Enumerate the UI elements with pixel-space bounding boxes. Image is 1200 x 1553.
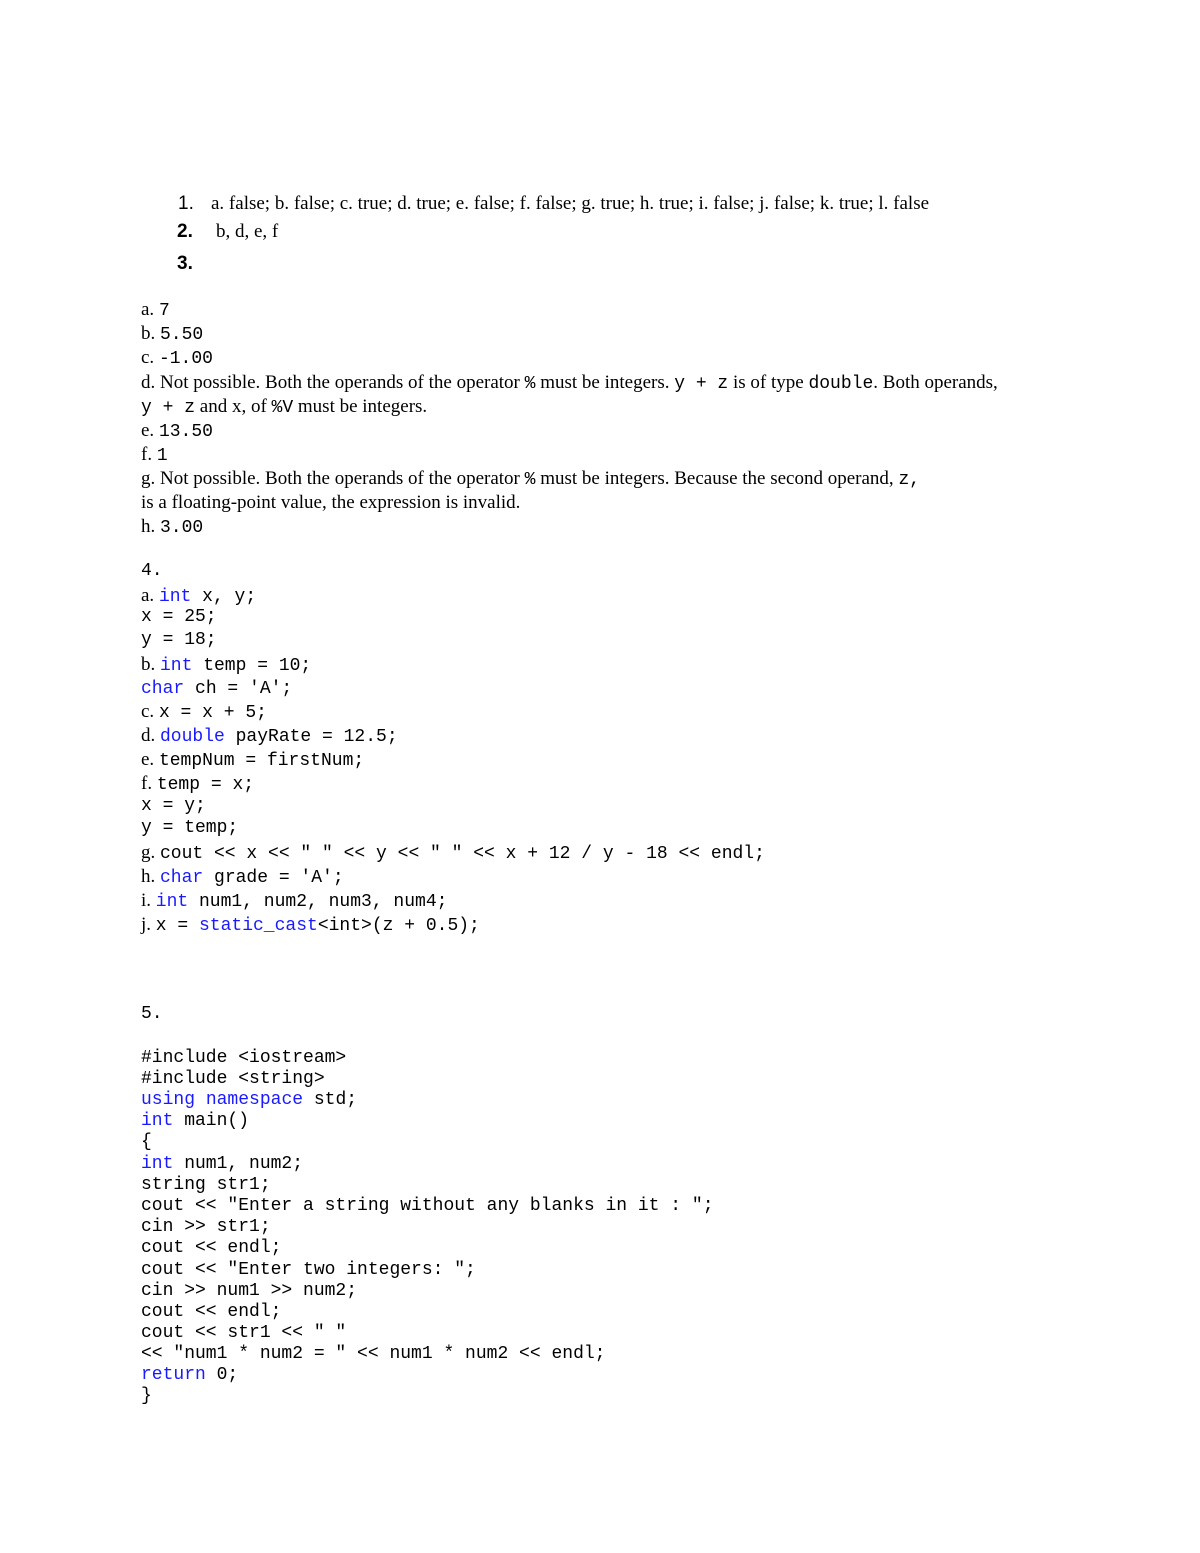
q3-answer-c: c. -1.00 <box>141 347 213 369</box>
code-line-5: { <box>141 1132 152 1152</box>
code-line-13: cout << endl; <box>141 1302 282 1322</box>
code-line-6: int num1, num2; <box>141 1154 304 1174</box>
q4-answer-f-line1: f. temp = x; <box>141 773 255 795</box>
question-4-number: 4. <box>141 561 163 581</box>
question-2-number: 2. <box>177 221 193 242</box>
code-line-14: cout << str1 << " " <box>141 1323 347 1343</box>
code-line-2: #include <string> <box>141 1069 325 1089</box>
q3-answer-g-line1: g. Not possible. Both the operands of the operator % must be integers. Because the second operand, z, <box>141 468 921 490</box>
q3-answer-f: f. 1 <box>141 444 168 466</box>
q4-answer-f-line2: x = y; <box>141 796 206 816</box>
question-2-answer: b, d, e, f <box>216 221 279 242</box>
code-line-3: using namespace std; <box>141 1090 358 1110</box>
q4-answer-e: e. tempNum = firstNum; <box>141 749 365 771</box>
code-line-8: cout << "Enter a string without any blanks in it : "; <box>141 1196 714 1216</box>
q3-answer-b: b. 5.50 <box>141 323 204 345</box>
code-line-15: << "num1 * num2 = " << num1 * num2 << endl; <box>141 1344 606 1364</box>
q3-answer-e: e. 13.50 <box>141 420 213 442</box>
q3-answer-h: h. 3.00 <box>141 516 204 538</box>
q4-answer-b-line1: b. int temp = 10; <box>141 654 312 676</box>
code-line-4: int main() <box>141 1111 250 1131</box>
q4-answer-h: h. char grade = 'A'; <box>141 866 344 888</box>
q4-answer-c: c. x = x + 5; <box>141 701 267 723</box>
code-line-16: return 0; <box>141 1365 239 1385</box>
code-line-10: cout << endl; <box>141 1238 282 1258</box>
code-line-7: string str1; <box>141 1175 271 1195</box>
code-line-11: cout << "Enter two integers: "; <box>141 1260 476 1280</box>
q3-answer-d-line1: d. Not possible. Both the operands of the operator % must be integers. y + z is of type double. Both operands, <box>141 372 998 394</box>
q4-answer-d: d. double payRate = 12.5; <box>141 725 398 747</box>
q3-answer-a: a. 7 <box>141 299 170 321</box>
question-5-number: 5. <box>141 1004 163 1024</box>
code-line-12: cin >> num1 >> num2; <box>141 1281 358 1301</box>
q3-answer-g-line2: is a floating-point value, the expression is invalid. <box>141 492 521 513</box>
q4-answer-f-line3: y = temp; <box>141 818 239 838</box>
code-line-9: cin >> str1; <box>141 1217 271 1237</box>
question-1-number: 1. <box>178 193 194 214</box>
q4-answer-a-line3: y = 18; <box>141 630 217 650</box>
code-line-1: #include <iostream> <box>141 1048 347 1068</box>
q4-answer-a-line2: x = 25; <box>141 607 217 627</box>
code-line-17: } <box>141 1386 152 1406</box>
q4-answer-a-line1: a. int x, y; <box>141 585 257 607</box>
q4-answer-i: i. int num1, num2, num3, num4; <box>141 890 448 912</box>
q4-answer-g: g. cout << x << " " << y << " " << x + 12 / y - 18 << endl; <box>141 842 765 864</box>
question-1-answer: a. false; b. false; c. true; d. true; e. false; f. false; g. true; h. true; i. false; j. false; k. true; l. false <box>211 193 930 214</box>
q4-answer-b-line2: char ch = 'A'; <box>141 679 293 699</box>
q4-answer-j: j. x = static_cast<int>(z + 0.5); <box>141 914 480 936</box>
q3-answer-d-line2: y + z and x, of %V must be integers. <box>141 396 428 418</box>
question-3-number: 3. <box>177 253 193 274</box>
